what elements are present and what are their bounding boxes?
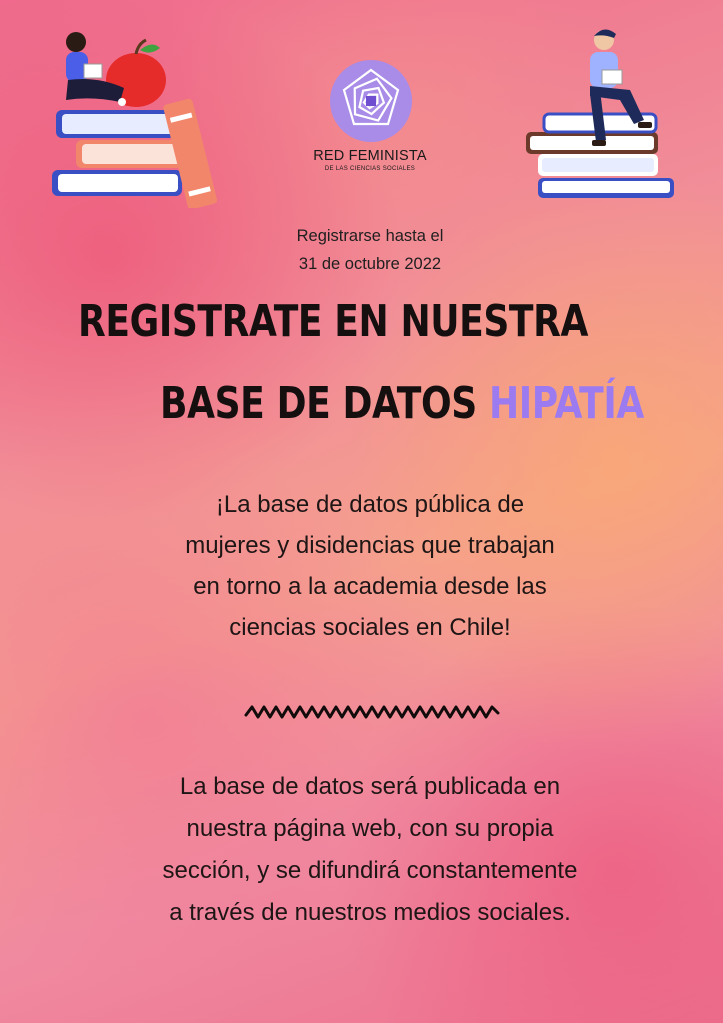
intro-line: ¡La base de datos pública de — [215, 491, 525, 518]
deadline-line-2: 31 de octubre 2022 — [298, 255, 442, 273]
squiggle-divider-icon — [244, 697, 500, 723]
publication-line: La base de datos será publicada en — [179, 773, 561, 800]
logo-subtitle: DE LAS CIENCIAS SOCIALES — [324, 166, 416, 172]
publication-line: nuestra página web, con su propia — [186, 815, 554, 842]
intro-paragraph — [80, 484, 660, 648]
deadline-line-1: Registrarse hasta el — [296, 227, 444, 245]
intro-line: mujeres y disidencias que trabajan — [185, 532, 555, 559]
publication-paragraph — [80, 766, 660, 934]
registration-deadline — [200, 222, 540, 278]
man-reading-on-books-icon — [520, 28, 680, 208]
publication-line: sección, y se difundirá constantemente — [162, 857, 578, 884]
intro-line: en torno a la academia desde las — [193, 573, 547, 600]
red-feminista-logo-icon — [330, 60, 412, 142]
logo-title: RED FEMINISTA — [313, 148, 427, 164]
woman-reading-on-books-with-apple-icon — [48, 28, 238, 208]
publication-line: a través de nuestros medios sociales. — [169, 899, 571, 926]
headline-line-2-text: BASE DE DATOS — [160, 378, 477, 429]
headline-line-2 — [160, 378, 644, 429]
headline-accent: HIPATÍA — [488, 378, 644, 429]
headline-line-1: REGISTRATE EN NUESTRA — [78, 296, 589, 347]
intro-line: ciencias sociales en Chile! — [229, 614, 511, 641]
